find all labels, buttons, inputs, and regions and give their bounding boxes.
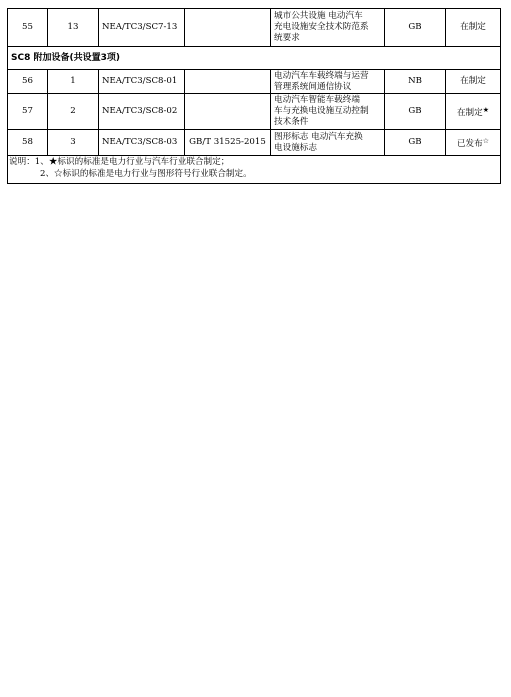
standard-name-line: 电动汽车智能车载终端 xyxy=(274,95,360,105)
plan-code-cell: NEA/TC3/SC8-02 xyxy=(99,94,185,130)
note-line-2: 2、☆标识的标准是电力行业与图形符号行业联合制定。 xyxy=(40,168,252,179)
standards-table-page xyxy=(7,8,500,184)
standard-name-cell xyxy=(271,94,385,130)
standard-name-line: 充电设施安全技术防范系 xyxy=(274,22,369,32)
status-text: 已发布 xyxy=(456,138,483,149)
sub-number-cell: 13 xyxy=(48,9,99,47)
status-text: 在制定 xyxy=(460,76,486,86)
standard-name-cell xyxy=(271,130,385,156)
standard-name-line: 图形标志 电动汽车充换 xyxy=(274,131,363,142)
note-line-1: 说明：1、★标识的标准是电力行业与汽车行业联合制定； xyxy=(9,157,230,167)
standard-name-line: 统要求 xyxy=(274,33,300,43)
standard-name-cell xyxy=(271,9,385,47)
standard-name-line: 电设施标志 xyxy=(274,142,317,153)
sub-number-cell: 1 xyxy=(48,70,99,94)
standard-number-cell xyxy=(185,94,271,130)
status-cell xyxy=(446,70,501,94)
plan-code-cell: NEA/TC3/SC8-01 xyxy=(99,70,185,94)
standard-name-line: 城市公共设施 电动汽车 xyxy=(274,11,363,21)
standard-type-cell: NB xyxy=(385,70,446,94)
status-text: 在制定 xyxy=(456,107,483,118)
seq-cell: 55 xyxy=(8,9,48,47)
standard-type-cell: GB xyxy=(385,9,446,47)
standard-number-cell xyxy=(185,9,271,47)
status-cell xyxy=(446,9,501,47)
section-title-cell xyxy=(8,47,501,70)
notes xyxy=(7,156,501,184)
standard-number-cell xyxy=(185,70,271,94)
section-title: SC8 附加设备(共设置3项) xyxy=(11,52,120,63)
standard-name-line: 电动汽车车载终端与运营 xyxy=(274,70,369,81)
plan-code-cell: NEA/TC3/SC8-03 xyxy=(99,130,185,156)
standard-number-cell: GB/T 31525-2015 xyxy=(185,130,271,156)
table-row xyxy=(8,70,501,94)
table-row xyxy=(8,9,501,47)
section-row xyxy=(8,47,501,70)
standard-name-line: 车与充换电设施互动控制 xyxy=(274,106,369,116)
standard-name-line: 技术条件 xyxy=(274,117,309,127)
sub-number-cell: 3 xyxy=(48,130,99,156)
standard-type-cell: GB xyxy=(385,94,446,130)
table-row xyxy=(8,130,501,156)
status-cell xyxy=(446,130,501,156)
black-star-icon: ★ xyxy=(482,105,490,114)
seq-cell: 57 xyxy=(8,94,48,130)
status-text: 在制定 xyxy=(460,22,486,32)
standards-table xyxy=(7,8,501,156)
standard-name-line: 管理系统间通信协议 xyxy=(274,81,352,92)
plan-code-cell: NEA/TC3/SC7-13 xyxy=(99,9,185,47)
table-row xyxy=(8,94,501,130)
standard-name-cell xyxy=(271,70,385,94)
sub-number-cell: 2 xyxy=(48,94,99,130)
seq-cell: 58 xyxy=(8,130,48,156)
status-cell xyxy=(446,94,501,130)
seq-cell: 56 xyxy=(8,70,48,94)
white-star-icon: ☆ xyxy=(482,136,490,145)
standard-type-cell: GB xyxy=(385,130,446,156)
